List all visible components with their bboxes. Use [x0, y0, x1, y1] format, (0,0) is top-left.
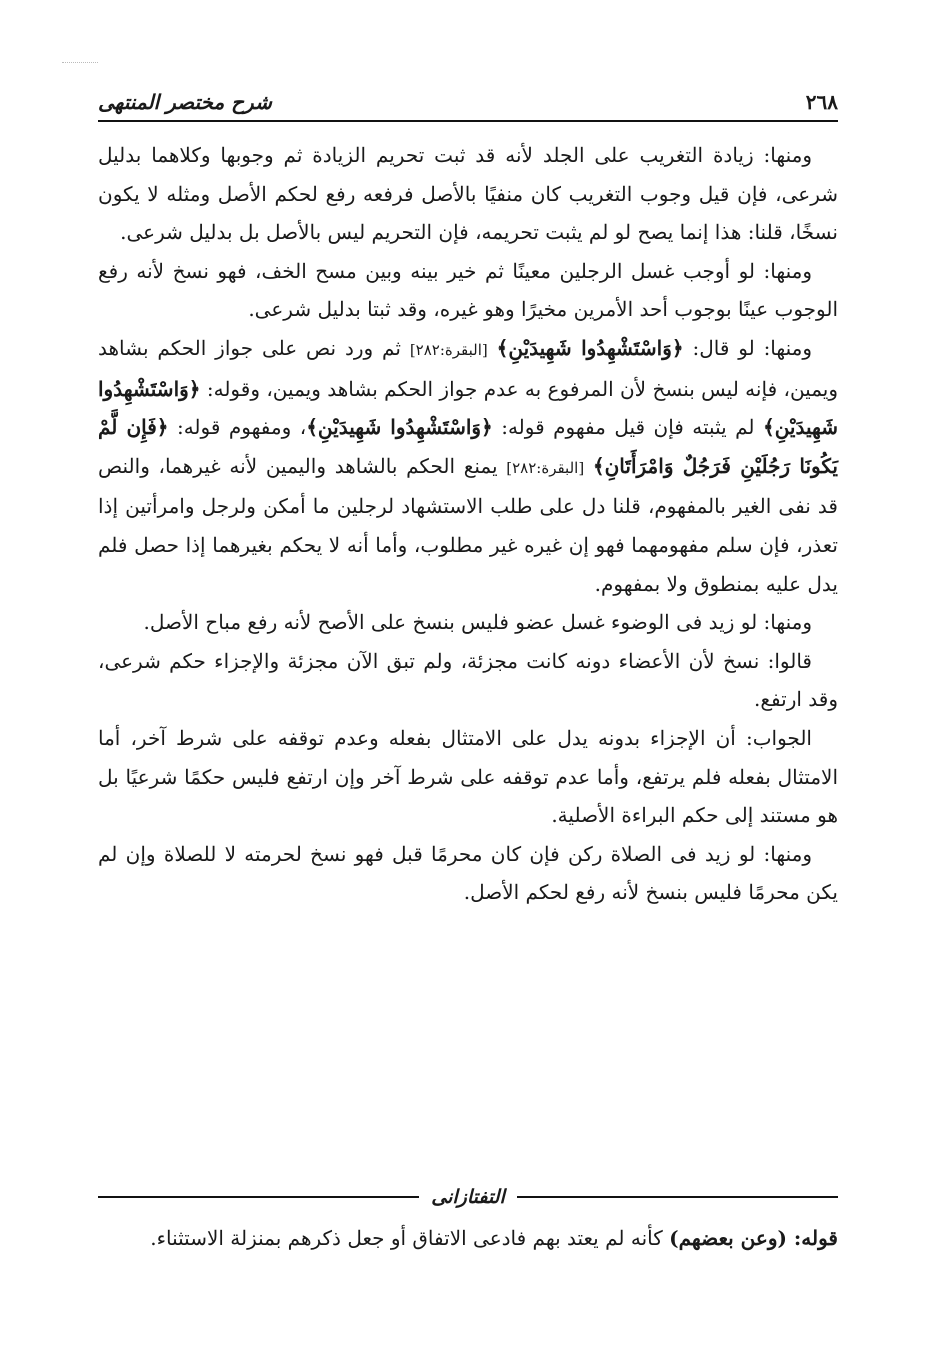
page-header: [98, 84, 838, 122]
p3-text-b: ثم ورد نص على جواز الحكم بشاهد ويمين، فإنه ليس بنسخ لأن المرفوع به عدم جواز الحكم بشاهد ويمين، وقوله:: [98, 335, 839, 401]
p3-text-d: ، ومفهوم قوله:: [176, 415, 307, 440]
commentary-divider: [98, 1180, 838, 1214]
paragraph-1: ومنها: زيادة التغريب على الجلد لأنه قد ثبت تحريم الزيادة ثم وجوبها وكلاهما بدليل شرعى، فإن قيل وجوب التغريب كان منفيًا بالأصل فرفعه رفع لحكم الأصل ومثله لا يكون نسخًا، قلنا: هذا إنما يصح لو لم يثبت تحريمه، فإن التحريم ليس بالأصل بل بدليل شرعى.: [98, 143, 838, 245]
commentator-name: التفتازانى: [431, 1186, 505, 1208]
quran-verse-2: ﴿وَاسْتَشْهِدُوا شَهِيدَيْنِ﴾: [98, 376, 839, 440]
citation-2: [البقرة:٢٨٢]: [506, 458, 585, 477]
commentary-paragraph: [98, 1218, 838, 1258]
paragraph-7: ومنها: لو زيد فى الصلاة ركن فإن كان محرمًا قبل فهو نسخ لحرمته لا للصلاة وإن لم يكن محرمًا فليس بنسخ لأنه رفع لحكم الأصل.: [98, 841, 838, 905]
book-title: شرح مختصر المنتهى: [98, 90, 272, 114]
scan-speck: [62, 62, 98, 64]
divider-rule-right: [517, 1196, 838, 1198]
paragraph-5: قالوا: نسخ لأن الأعضاء دونه كانت مجزئة، ولم تبق الآن مجزئة والإجزاء حكم شرعى، وقد ارتفع.: [98, 648, 838, 712]
p3-text-a: ومنها: لو قال:: [692, 335, 813, 360]
citation-1: [البقرة:٢٨٢]: [409, 340, 488, 359]
commentary-lead: قوله: (وعن بعضهم): [669, 1226, 838, 1250]
page-number: ٢٦٨: [805, 90, 838, 114]
quran-verse-3: ﴿وَاسْتَشْهِدُوا شَهِيدَيْنِ﴾: [306, 415, 493, 440]
quran-verse-1: ﴿وَاسْتَشْهِدُوا شَهِيدَيْنِ﴾: [496, 335, 684, 360]
paragraph-4: ومنها: لو زيد فى الوضوء غسل عضو فليس بنسخ على الأصح لأنه رفع مباح الأصل.: [143, 610, 812, 635]
paragraph-2: ومنها: لو أوجب غسل الرجلين معينًا ثم خير بينه وبين مسح الخف، فهو نسخ لأنه رفع الوجوب عينًا بوجوب أحد الأمرين مخيرًا وهو غيره، وقد ثبتا بدليل شرعى.: [98, 258, 838, 322]
paragraph-3: [98, 329, 838, 603]
p3-text-e: يمنع الحكم بالشاهد واليمين لأنه غيرهما، والنص قد نفى الغير بالمفهوم، قلنا دل على طلب الاستشهاد لرجلين ما أمكن ولرجل وامرأتين إذا تعذر، فإن سلم مفهومهما فهو إن غيره غير مطلوب، وأما أنه لا يحكم بغيرهما إذا حصل فلم يدل عليه بمنطوق ولا بمفهوم.: [98, 453, 838, 596]
commentary-body: كأنه لم يعتد بهم فادعى الاتفاق أو جعل ذكرهم بمنزلة الاستثناء.: [150, 1226, 663, 1250]
main-text: [98, 136, 838, 912]
paragraph-6: الجواب: أن الإجزاء بدونه يدل على الامتثال بفعله وعدم توقفه على شرط آخر، أما الامتثال بفعله فلم يرتفع، وأما عدم توقفه على شرط آخر وإن ارتفع فليس حكمًا شرعيًا بل هو مستند إلى حكم البراءة الأصلية.: [98, 725, 838, 828]
divider-rule-left: [98, 1196, 419, 1198]
quran-verse-4: ﴿فَإِن لَّمْ يَكُونَا رَجُلَيْنِ فَرَجُلٌ وَامْرَأَتَانِ﴾: [98, 415, 838, 478]
commentary-text: [98, 1218, 838, 1258]
p3-text-c: لم يثبته فإن قيل مفهوم قوله:: [501, 415, 755, 440]
